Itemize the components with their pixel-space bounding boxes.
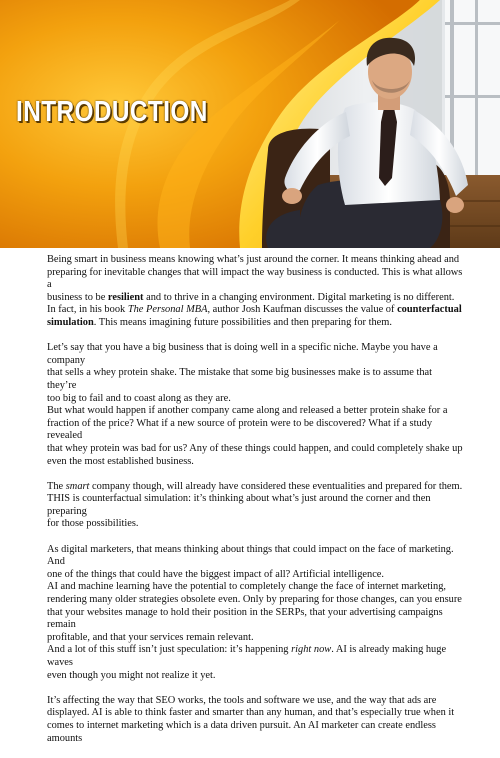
text-line: comes to internet marketing which is a data driven pursuit. An AI marketer can create endless amounts xyxy=(47,719,436,744)
text-line: preparing for inevitable changes that will impact the way business is conducted. This is what allows a xyxy=(47,266,463,291)
italic-term-right-now: right now xyxy=(291,644,332,656)
paragraph-4 xyxy=(47,544,463,683)
text-line xyxy=(47,644,463,669)
text-run: . AI is already making huge waves xyxy=(47,644,447,668)
text-line: even though you might not realize it yet. xyxy=(47,669,216,681)
text-line: AI and machine learning have the potential to completely change the face of internet marketing, xyxy=(47,581,447,593)
text-run: and to thrive in a changing environment. Digital marketing is no different. xyxy=(143,291,455,303)
text-run: , author Josh Kaufman discusses the value of xyxy=(207,304,398,316)
text-run: And a lot of this stuff isn’t just speculation: it’s happening xyxy=(47,644,292,656)
text-line: Let’s say that you have a big business that is doing well in a specific niche. Maybe you have a company xyxy=(47,342,438,366)
text-run: company though, will already have considered these eventualities and prepared for them. xyxy=(89,480,463,492)
header-banner xyxy=(0,0,500,248)
banner-title: INTRODUCTION xyxy=(16,96,208,128)
text-run: . This means imagining future possibilities and then preparing for them. xyxy=(93,316,392,328)
text-line xyxy=(47,317,463,330)
text-line: for those possibilities. xyxy=(47,518,139,530)
text-line: one of the things that could have the biggest impact of all? Artificial intelligence. xyxy=(47,568,385,580)
text-line: THIS is counterfactual simulation: it’s thinking about what’s just around the corner and then preparing xyxy=(47,493,431,517)
text-line: profitable, and that your services remain relevant. xyxy=(47,631,254,643)
document-body xyxy=(47,254,463,758)
book-title: The Personal MBA xyxy=(127,304,208,316)
text-line: displayed. AI is able to think faster and smarter than any human, and that’s especially true when it xyxy=(47,707,455,719)
text-line: But what would happen if another company came along and released a better protein shake for a xyxy=(47,405,448,417)
paragraph-2 xyxy=(47,342,463,468)
paragraph-1 xyxy=(47,254,463,330)
text-line xyxy=(47,292,463,305)
text-run: In fact, in his book xyxy=(47,304,128,316)
text-line: As digital marketers, that means thinking about things that could impact on the face of marketing. And xyxy=(47,543,454,568)
bold-term-simulation: simulation xyxy=(47,316,94,328)
text-line: fraction of the price? What if a new source of protein were to be discovered? What if a study revealed xyxy=(47,417,433,442)
paragraph-3 xyxy=(47,481,463,531)
text-line: that whey protein was bad for us? Any of these things could happen, and could completely shake up xyxy=(47,442,463,454)
text-run: business to be xyxy=(47,291,108,303)
bold-term-counterfactual: counterfactual xyxy=(397,304,462,316)
bold-term-resilient: resilient xyxy=(107,291,144,303)
text-line xyxy=(47,481,463,494)
text-line: rendering many older strategies obsolete even. Only by preparing for those changes, can you ensure xyxy=(47,594,462,606)
text-line xyxy=(47,304,463,317)
text-line: even the most established business. xyxy=(47,455,194,467)
paragraph-5 xyxy=(47,695,463,745)
italic-term-smart: smart xyxy=(65,480,90,492)
text-run: The xyxy=(47,480,66,492)
text-line: that sells a whey protein shake. The mistake that some big businesses make is to assume that they’re xyxy=(47,367,433,391)
text-line: that your websites manage to hold their position in the SERPs, that your advertising campaigns remain xyxy=(47,606,443,631)
text-line: too big to fail and to coast along as they are. xyxy=(47,392,231,404)
text-line: It’s affecting the way that SEO works, the tools and software we use, and the way that ads are xyxy=(47,694,437,706)
text-line: Being smart in business means knowing what’s just around the corner. It means thinking ahead and xyxy=(47,254,460,265)
